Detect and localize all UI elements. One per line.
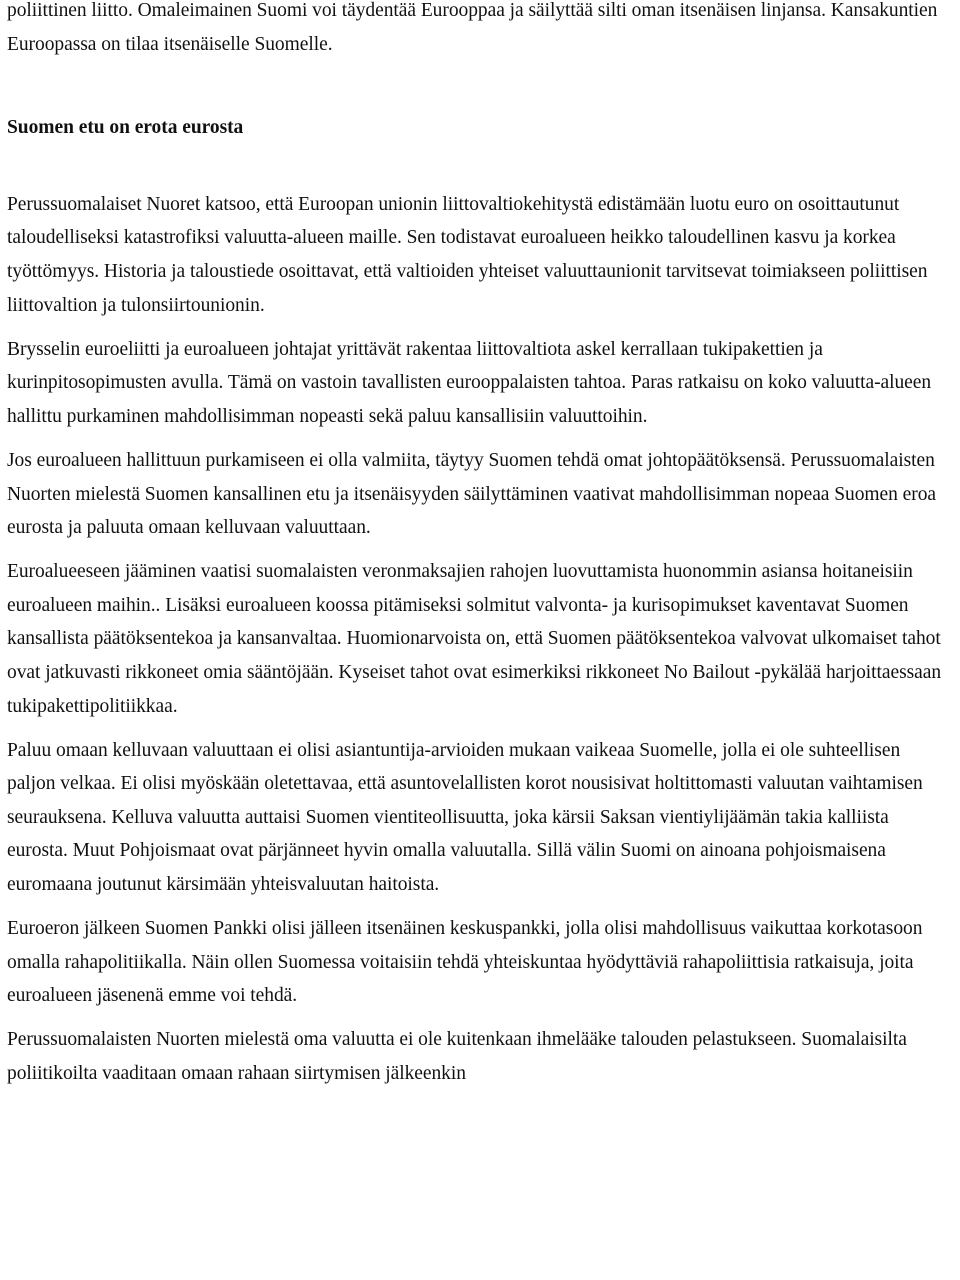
body-paragraph: Jos euroalueen hallittuun purkamiseen ei olla valmiita, täytyy Suomen tehdä omat johtopäätöksensä. Perussuomalaisten Nuorten mielestä Suomen kansallinen etu ja itsenäisyyden säilyttäminen vaativat mahdollisimman nopeaa Suomen eroa eurosta ja paluuta omaan kelluvaan valuuttaan.: [7, 449, 937, 539]
body-paragraph: Euroeron jälkeen Suomen Pankki olisi jälleen itsenäinen keskuspankki, jolla olisi mahdollisuus vaikuttaa korkotasoon omalla rahapolitiikalla. Näin ollen Suomessa voitaisiin tehdä yhteiskuntaa hyödyttäviä rahapoliittisia ratkaisuja, joita euroalueen jäsenenä emme voi tehdä.: [7, 918, 923, 1007]
body-paragraph: Paluu omaan kelluvaan valuuttaan ei olisi asiantuntija-arvioiden mukaan vaikeaa Suomelle, jolla ei ole suhteellisen paljon velkaa. Ei olisi myöskään oletettavaa, että asuntovelallisten korot nousisivat holtittomasti valuutan vaihtamisen seurauksena. Kelluva valuutta auttaisi Suomen vientiteollisuutta, joka kärsii Saksan vientiylijäämän takia kalliista eurosta. Muut Pohjoismaat ovat pärjänneet hyvin omalla valuutalla. Sillä välin Suomi on ainoana pohjoismaisena euromaana joutunut kärsimään yhteisvaluutan haitoista.: [7, 739, 923, 896]
document-page: [7, 0, 953, 1101]
body-paragraph: Perussuomalaiset Nuoret katsoo, että Euroopan unionin liittovaltiokehitystä edistämään luotu euro on osoittautunut taloudelliseksi katastrofiksi valuutta-alueen maille. Sen todistavat euroalueen heikko taloudellinen kasvu ja korkea työttömyys. Historia ja taloustiede osoittavat, että valtioiden yhteiset valuuttaunionit tarvitsevat toimiakseen poliittisen liittovaltion ja tulonsiirtounionin.: [7, 193, 928, 316]
section-heading: Suomen etu on erota eurosta: [7, 117, 244, 139]
body-paragraph: Euroalueeseen jääminen vaatisi suomalaisten veronmaksajien rahojen luovuttamista huonommin asiansa hoitaneisiin euroalueen maihin.. Lisäksi euroalueen koossa pitämiseksi solmitut valvonta- ja kurisopimukset kaventavat Suomen kansallista päätöksentekoa ja kansanvaltaa. Huomionarvoista on, että Suomen päätöksentekoa valvovat ulkomaiset tahot ovat jatkuvasti rikkoneet omia sääntöjään. Kyseiset tahot ovat esimerkiksi rikkoneet No Bailout -pykälää harjoittaessaan tukipakettipolitiikkaa.: [7, 561, 942, 717]
intro-paragraph: poliittinen liitto. Omaleimainen Suomi voi täydentää Eurooppaa ja säilyttää silti oman itsenäisen linjansa. Kansakuntien Euroopassa on tilaa itsenäiselle Suomelle.: [7, 0, 938, 55]
body-paragraph: Brysselin euroeliitti ja euroalueen johtajat yrittävät rakentaa liittovaltiota askel kerrallaan tukipakettien ja kurinpitosopimusten avulla. Tämä on vastoin tavallisten eurooppalaisten tahtoa. Paras ratkaisu on koko valuutta-alueen hallittu purkaminen mahdollisimman nopeasti sekä paluu kansallisiin valuuttoihin.: [7, 338, 932, 427]
body-paragraph: Perussuomalaisten Nuorten mielestä oma valuutta ei ole kuitenkaan ihmelääke talouden pelastukseen. Suomalaisilta poliitikoilta vaaditaan omaan rahaan siirtymisen jälkeenkin: [7, 1029, 907, 1085]
